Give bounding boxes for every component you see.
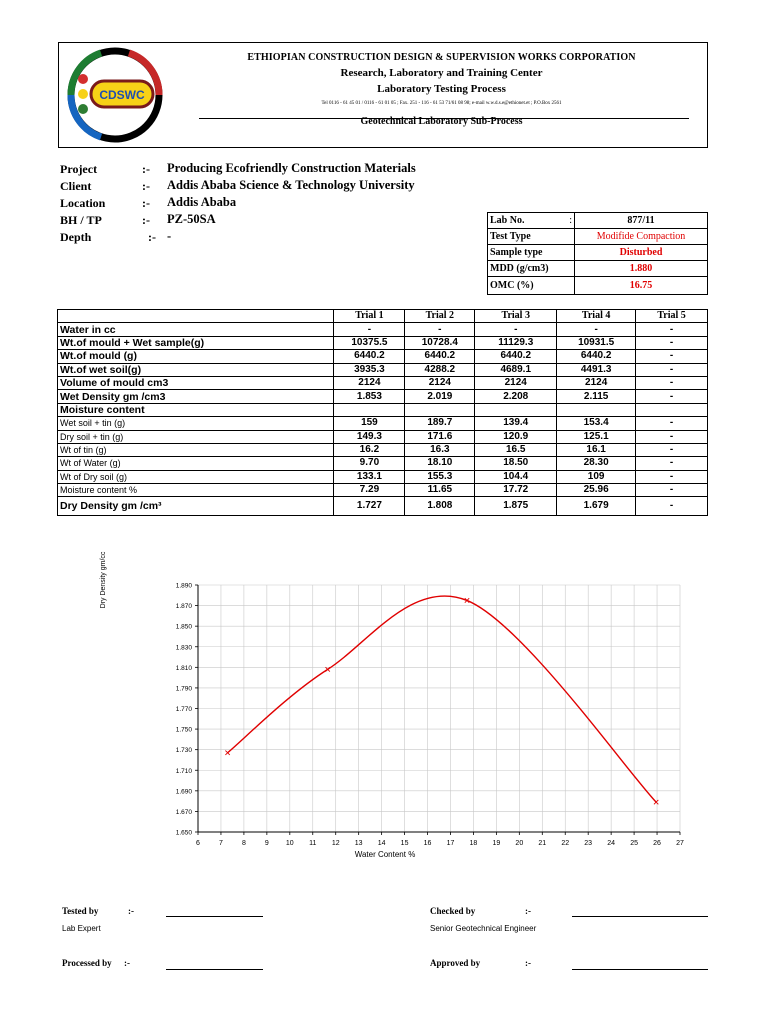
- table-cell: 9.70: [334, 457, 405, 470]
- row-label: Wet soil + tin (g): [58, 417, 334, 430]
- table-cell: 155.3: [405, 470, 475, 483]
- client-sep: :-: [142, 179, 150, 193]
- x-tick-label: 16: [423, 840, 432, 847]
- table-cell: 10728.4: [405, 336, 475, 349]
- table-cell: [405, 403, 475, 416]
- lab-row: [488, 245, 708, 261]
- table-cell: -: [636, 457, 708, 470]
- location-value: Addis Ababa: [167, 195, 237, 209]
- table-cell: 28.30: [557, 457, 636, 470]
- y-tick-label: 1.850: [175, 623, 192, 631]
- header-cell: Trial 3: [475, 310, 557, 323]
- location-sep: :-: [142, 196, 150, 210]
- table-cell: 2.019: [405, 390, 475, 403]
- chart-series: [225, 596, 658, 804]
- table-cell: 189.7: [405, 417, 475, 430]
- processed-by-label: Processed by: [62, 958, 112, 968]
- approved-by-signature-line: [572, 969, 708, 970]
- depth-value: -: [167, 229, 172, 243]
- table-cell: 1.727: [334, 497, 405, 516]
- header-box: [58, 42, 708, 148]
- y-tick-label: 1.750: [175, 726, 192, 734]
- table-cell: 2124: [557, 376, 636, 389]
- center-name: Research, Laboratory and Training Center: [340, 67, 543, 79]
- x-tick-label: 12: [331, 840, 340, 847]
- org-name: ETHIOPIAN CONSTRUCTION DESIGN & SUPERVISION WORKS CORPORATION: [247, 52, 636, 63]
- table-cell: [636, 403, 708, 416]
- table-cell: -: [405, 323, 475, 336]
- x-tick-label: 14: [377, 840, 386, 847]
- x-tick-label: 27: [676, 840, 684, 847]
- table-cell: 171.6: [405, 430, 475, 443]
- logo-text: CDSWC: [99, 88, 145, 102]
- company-logo: [61, 45, 169, 145]
- table-cell: 1.679: [557, 497, 636, 516]
- x-tick-label: 26: [653, 840, 661, 847]
- table-cell: -: [636, 363, 708, 376]
- table-cell: 16.5: [475, 443, 557, 456]
- table-cell: -: [636, 336, 708, 349]
- compaction-curve-chart: [90, 545, 690, 865]
- lab-row: [488, 277, 708, 295]
- table-cell: -: [636, 323, 708, 336]
- process-name: Laboratory Testing Process: [377, 83, 506, 95]
- project-sep: :-: [142, 162, 150, 176]
- x-tick-label: 19: [492, 840, 501, 847]
- table-cell: -: [557, 323, 636, 336]
- sample-type-value: Disturbed: [575, 245, 708, 261]
- table-row: [58, 363, 708, 376]
- mdd-label: MDD (g/cm3): [488, 261, 575, 277]
- x-tick-label: 24: [607, 840, 616, 847]
- table-cell: -: [636, 390, 708, 403]
- table-cell: 7.29: [334, 484, 405, 497]
- table-row: [58, 484, 708, 497]
- row-label: Wt of Dry soil (g): [58, 470, 334, 483]
- y-tick-label: 1.810: [175, 664, 192, 672]
- table-row: [58, 323, 708, 336]
- table-cell: 125.1: [557, 430, 636, 443]
- table-cell: 18.10: [405, 457, 475, 470]
- table-cell: 133.1: [334, 470, 405, 483]
- y-tick-label: 1.730: [175, 747, 192, 755]
- table-row: [58, 350, 708, 363]
- table-cell: [557, 403, 636, 416]
- chart-grid: [198, 585, 680, 832]
- header-cell: Trial 2: [405, 310, 475, 323]
- lab-row: [488, 213, 708, 229]
- y-tick-label: 1.890: [175, 582, 192, 590]
- table-row: [58, 443, 708, 456]
- tested-by-signature-line: [166, 916, 263, 917]
- table-cell: 6440.2: [475, 350, 557, 363]
- client-value: Addis Ababa Science & Technology University: [167, 178, 415, 192]
- row-label: Wt.of wet soil(g): [58, 363, 334, 376]
- row-label: Dry Density gm /cm³: [58, 497, 334, 516]
- table-row: [58, 336, 708, 349]
- row-label: Wt.of mould (g): [58, 350, 334, 363]
- project-label: Project: [60, 162, 98, 176]
- lab-info-table: [487, 212, 708, 295]
- table-cell: 10931.5: [557, 336, 636, 349]
- table-cell: 11.65: [405, 484, 475, 497]
- lab-no-value: 877/11: [575, 213, 708, 229]
- x-tick-label: 20: [515, 840, 524, 847]
- y-tick-label: 1.710: [175, 767, 192, 775]
- table-cell: 6440.2: [405, 350, 475, 363]
- x-tick-label: 11: [309, 840, 317, 847]
- mdd-value: 1.880: [575, 261, 708, 277]
- row-label: Moisture content %: [58, 484, 334, 497]
- x-tick-label: 8: [241, 840, 246, 847]
- table-cell: 120.9: [475, 430, 557, 443]
- checked-by-role: Senior Geotechnical Engineer: [430, 924, 537, 933]
- bh-label: BH / TP: [60, 213, 102, 227]
- lab-row: [488, 229, 708, 245]
- approved-by-label: Approved by: [430, 958, 481, 968]
- depth-sep: :-: [148, 230, 156, 244]
- tested-by-sep: :-: [128, 906, 134, 916]
- bh-sep: :-: [142, 213, 150, 227]
- data-point-marker: [225, 751, 229, 755]
- table-cell: 109: [557, 470, 636, 483]
- sample-type-label: Sample type: [488, 245, 575, 261]
- y-tick-label: 1.690: [175, 788, 192, 796]
- table-cell: 17.72: [475, 484, 557, 497]
- table-cell: 4491.3: [557, 363, 636, 376]
- y-tick-label: 1.790: [175, 685, 192, 693]
- omc-label: OMC (%): [488, 277, 575, 295]
- header-divider: [199, 118, 689, 119]
- data-point-marker: [325, 667, 329, 671]
- table-cell: 104.4: [475, 470, 557, 483]
- table-cell: [334, 403, 405, 416]
- table-cell: 153.4: [557, 417, 636, 430]
- x-axis-label: Water Content %: [354, 850, 416, 859]
- client-label: Client: [60, 179, 92, 193]
- table-cell: 1.853: [334, 390, 405, 403]
- row-label: Water in cc: [58, 323, 334, 336]
- checked-by-signature-line: [572, 916, 708, 917]
- header-cell: Trial 4: [557, 310, 636, 323]
- x-tick-label: 7: [218, 840, 223, 847]
- row-label: Wet Density gm /cm3: [58, 390, 334, 403]
- table-cell: 11129.3: [475, 336, 557, 349]
- table-cell: 159: [334, 417, 405, 430]
- x-tick-label: 18: [469, 840, 478, 847]
- table-cell: 139.4: [475, 417, 557, 430]
- x-tick-label: 13: [354, 840, 363, 847]
- table-cell: 10375.5: [334, 336, 405, 349]
- table-cell: -: [636, 497, 708, 516]
- table-cell: [475, 403, 557, 416]
- table-cell: 1.875: [475, 497, 557, 516]
- lab-row: [488, 261, 708, 277]
- y-tick-label: 1.830: [175, 644, 192, 652]
- table-cell: -: [636, 350, 708, 363]
- table-row: [58, 430, 708, 443]
- table-cell: 2.208: [475, 390, 557, 403]
- table-row: [58, 417, 708, 430]
- data-point-marker: [654, 800, 658, 804]
- table-row: [58, 497, 708, 516]
- table-cell: 2124: [334, 376, 405, 389]
- x-tick-label: 15: [400, 840, 409, 847]
- table-cell: -: [636, 417, 708, 430]
- table-row: [58, 390, 708, 403]
- contact-info: Tel 0116 - 61 45 01 / 0116 - 61 01 05 ; Fax. 251 - 116 - 61 53 71/61 08 98; e-mail w.w.d.s.e@ethionet.et ; P.O.Box 2561: [321, 101, 562, 106]
- dry-density-curve: [228, 596, 657, 802]
- x-tick-label: 21: [538, 840, 547, 847]
- table-cell: 4288.2: [405, 363, 475, 376]
- test-type-value: Modifide Compaction: [575, 229, 708, 245]
- compaction-table: [57, 309, 708, 516]
- table-row: [58, 457, 708, 470]
- table-cell: 18.50: [475, 457, 557, 470]
- table-cell: 6440.2: [334, 350, 405, 363]
- depth-label: Depth: [60, 230, 92, 244]
- x-tick-label: 23: [584, 840, 593, 847]
- approved-by-sep: :-: [525, 958, 531, 968]
- checked-by-sep: :-: [525, 906, 531, 916]
- table-cell: 16.1: [557, 443, 636, 456]
- y-tick-label: 1.650: [175, 829, 192, 837]
- x-tick-label: 22: [561, 840, 570, 847]
- checked-by-label: Checked by: [430, 906, 476, 916]
- table-cell: 6440.2: [557, 350, 636, 363]
- table-cell: -: [334, 323, 405, 336]
- table-cell: -: [636, 430, 708, 443]
- table-cell: 16.3: [405, 443, 475, 456]
- y-tick-label: 1.870: [175, 603, 192, 611]
- table-cell: -: [636, 376, 708, 389]
- header-cell: [58, 310, 334, 323]
- table-cell: -: [636, 443, 708, 456]
- table-cell: 4689.1: [475, 363, 557, 376]
- table-header-row: [58, 310, 708, 323]
- table-cell: 2124: [475, 376, 557, 389]
- chart-axes: [176, 583, 684, 848]
- x-tick-label: 10: [285, 840, 294, 847]
- table-cell: 2.115: [557, 390, 636, 403]
- processed-by-signature-line: [166, 969, 263, 970]
- y-tick-label: 1.770: [175, 706, 192, 713]
- table-row: [58, 403, 708, 416]
- header-cell: Trial 5: [636, 310, 708, 323]
- row-label: Moisture content: [58, 403, 334, 416]
- table-cell: -: [475, 323, 557, 336]
- row-label: Wt of Water (g): [58, 457, 334, 470]
- tested-by-label: Tested by: [62, 906, 99, 916]
- table-row: [58, 470, 708, 483]
- x-tick-label: 9: [264, 840, 269, 847]
- processed-by-sep: :-: [124, 958, 130, 968]
- subprocess-name: Geotechnical Laboratory Sub-Process: [360, 116, 523, 127]
- x-tick-label: 17: [446, 840, 455, 847]
- lab-no-label: Lab No. :: [488, 213, 575, 229]
- header-cell: Trial 1: [334, 310, 405, 323]
- table-body: [58, 323, 708, 516]
- project-value: Producing Ecofriendly Construction Materials: [167, 161, 416, 175]
- row-label: Dry soil + tin (g): [58, 430, 334, 443]
- table-cell: -: [636, 470, 708, 483]
- omc-value: 16.75: [575, 277, 708, 295]
- bh-value: PZ-50SA: [167, 212, 216, 226]
- x-tick-label: 6: [196, 840, 200, 847]
- x-tick-label: 25: [630, 840, 638, 847]
- tested-by-role: Lab Expert: [62, 924, 101, 933]
- table-cell: 1.808: [405, 497, 475, 516]
- table-cell: 2124: [405, 376, 475, 389]
- row-label: Wt.of mould + Wet sample(g): [58, 336, 334, 349]
- row-label: Wt of tin (g): [58, 443, 334, 456]
- y-tick-label: 1.670: [175, 808, 192, 816]
- table-cell: 3935.3: [334, 363, 405, 376]
- table-cell: 16.2: [334, 443, 405, 456]
- test-type-label: Test Type: [488, 229, 575, 245]
- location-label: Location: [60, 196, 106, 210]
- table-row: [58, 376, 708, 389]
- y-axis-label: Dry Density gm/cc: [100, 551, 107, 609]
- row-label: Volume of mould cm3: [58, 376, 334, 389]
- table-cell: -: [636, 484, 708, 497]
- table-cell: 149.3: [334, 430, 405, 443]
- table-cell: 25.96: [557, 484, 636, 497]
